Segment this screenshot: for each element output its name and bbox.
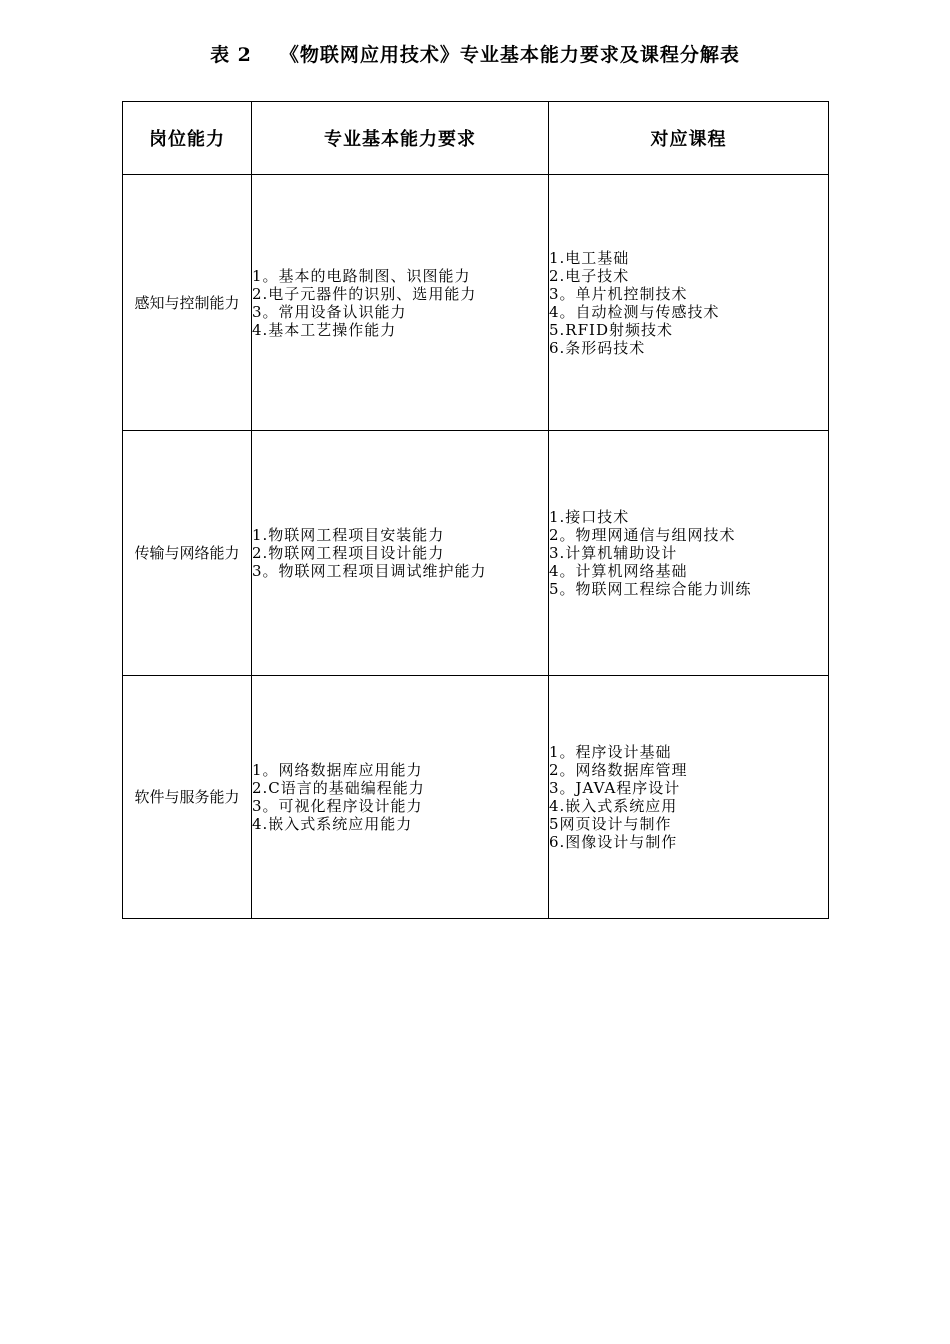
requirement-item: 1。基本的电路制图、识图能力 xyxy=(252,266,471,285)
role-cell: 感知与控制能力 xyxy=(123,175,252,431)
requirement-item: 3。常用设备认识能力 xyxy=(252,302,407,321)
requirement-item: 4.基本工艺操作能力 xyxy=(252,320,397,339)
table-header-row xyxy=(123,102,829,175)
course-item: 3。单片机控制技术 xyxy=(549,284,688,303)
course-item: 2。物理网通信与组网技术 xyxy=(549,526,736,544)
table-number: 表 2 xyxy=(210,44,252,66)
role-cell: 软件与服务能力 xyxy=(123,676,252,919)
course-item: 2.电子技术 xyxy=(549,266,630,285)
table-caption: 《物联网应用技术》专业基本能力要求及课程分解表 xyxy=(279,44,740,66)
header-courses: 对应课程 xyxy=(549,102,829,175)
course-item: 1.电工基础 xyxy=(549,248,630,267)
role-cell: 传输与网络能力 xyxy=(123,431,252,676)
course-item: 2。网络数据库管理 xyxy=(549,761,688,779)
courses-cell xyxy=(549,175,829,431)
course-item: 3.计算机辅助设计 xyxy=(549,544,678,562)
requirements-cell xyxy=(252,676,549,919)
table-row xyxy=(123,431,829,676)
table-row xyxy=(123,676,829,919)
requirement-item: 1.物联网工程项目安装能力 xyxy=(252,526,445,544)
course-item: 5网页设计与制作 xyxy=(549,815,672,833)
course-item: 6.条形码技术 xyxy=(549,338,646,357)
requirement-item: 4.嵌入式系统应用能力 xyxy=(252,815,413,833)
course-item: 4.嵌入式系统应用 xyxy=(549,797,678,815)
courses-cell xyxy=(549,676,829,919)
requirement-item: 1。网络数据库应用能力 xyxy=(252,761,423,779)
requirement-item: 2.物联网工程项目设计能力 xyxy=(252,544,445,562)
courses-cell xyxy=(549,431,829,676)
course-item: 5.RFID射频技术 xyxy=(549,320,673,339)
competency-course-table xyxy=(122,101,829,919)
table-row xyxy=(123,175,829,431)
course-item: 1。程序设计基础 xyxy=(549,743,672,761)
course-item: 4。计算机网络基础 xyxy=(549,562,688,580)
requirement-item: 3。物联网工程项目调试维护能力 xyxy=(252,562,487,580)
header-requirements: 专业基本能力要求 xyxy=(252,102,549,175)
course-item: 4。自动检测与传感技术 xyxy=(549,302,720,321)
header-role: 岗位能力 xyxy=(123,102,252,175)
requirement-item: 2.C语言的基础编程能力 xyxy=(252,779,425,797)
requirements-cell xyxy=(252,175,549,431)
course-item: 5。物联网工程综合能力训练 xyxy=(549,580,752,598)
requirements-cell xyxy=(252,431,549,676)
course-item: 1.接口技术 xyxy=(549,508,630,526)
document-title xyxy=(0,40,950,67)
requirement-item: 3。可视化程序设计能力 xyxy=(252,797,423,815)
course-item: 3。JAVA程序设计 xyxy=(549,779,681,797)
course-item: 6.图像设计与制作 xyxy=(549,833,678,851)
requirement-item: 2.电子元器件的识别、选用能力 xyxy=(252,284,477,303)
